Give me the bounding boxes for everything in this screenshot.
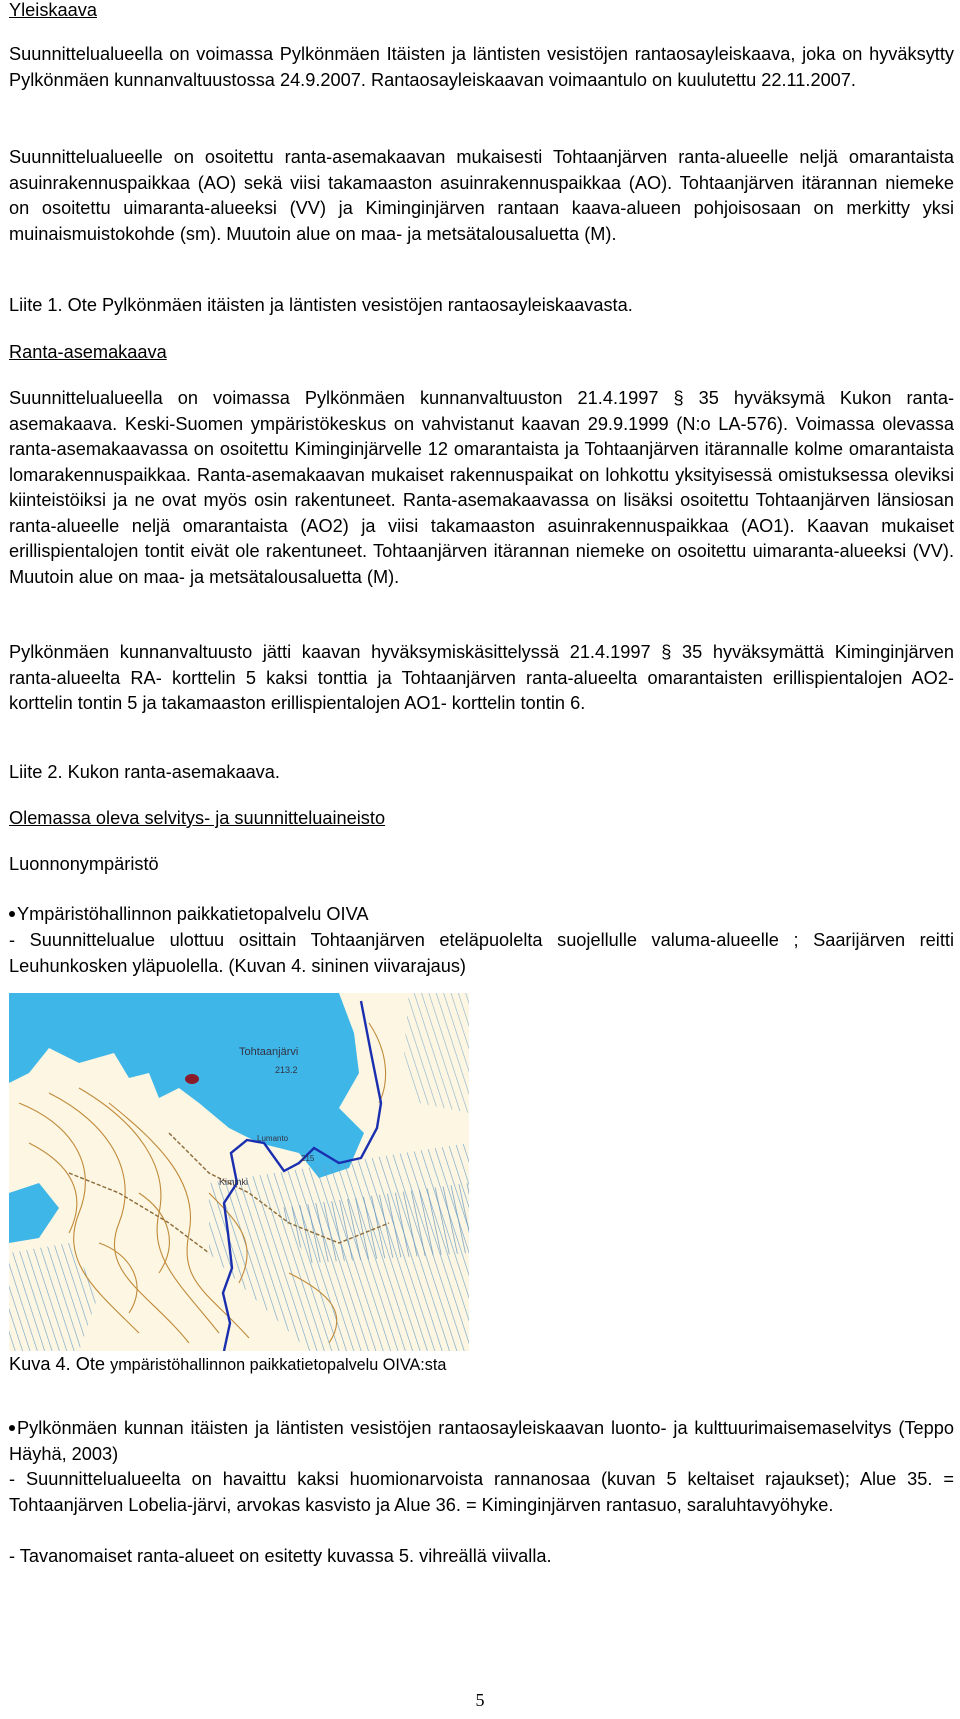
map-label-number: 215 bbox=[301, 1154, 315, 1163]
bullet-hayha bbox=[9, 1416, 954, 1467]
caption-prefix: Kuva 4. Ote bbox=[9, 1354, 111, 1374]
map-image-oiva bbox=[9, 993, 469, 1351]
paragraph-ranta-asemakaava-2: Pylkönmäen kunnanvaltuusto jätti kaavan hyväksymiskäsittelyssä 21.4.1997 § 35 hyväksymättä Kiminginjärven ranta-alueelta RA- korttelin 5 kaksi tonttia ja Tohtaanjärven ranta-alueelta omarantaisten erillispientalojen AO2- korttelin tontin 5 ja takamaaston erillispientalojen AO1- korttelin tontin 6. bbox=[9, 642, 954, 713]
liite-2: Liite 2. Kukon ranta-asemakaava. bbox=[9, 762, 280, 782]
page-number: 5 bbox=[475, 1690, 485, 1710]
bullet-hayha-title: Pylkönmäen kunnan itäisten ja läntisten vesistöjen rantaosayleiskaavan luonto- ja kulttuurimaisemaselvitys (Teppo Häyhä, 2003) bbox=[9, 1418, 954, 1464]
paragraph-hayha-2: - Tavanomaiset ranta-alueet on esitetty kuvassa 5. vihreällä viivalla. bbox=[9, 1546, 552, 1566]
caption-text: ympäristöhallinnon paikkatietopalvelu OIVA:sta bbox=[110, 1356, 447, 1374]
paragraph-oiva: - Suunnittelualue ulottuu osittain Tohtaanjärven eteläpuolelta suojellulle valuma-alueelle ; Saarijärven reitti Leuhunkosken yläpuolella. (Kuvan 4. sininen viivarajaus) bbox=[9, 930, 954, 976]
paragraph-ranta-asemakaava-1: Suunnittelualueella on voimassa Pylkönmäen kunnanvaltuuston 21.4.1997 § 35 hyväksymä Kukon ranta-asemakaava. Keski-Suomen ympäristökeskus on vahvistanut kaavan 29.9.1999 (N:o LA-576). Voimassa olevassa ranta-asemakaavassa on osoitettu Kiminginjärvelle 12 omarantaista ja Tohtaanjärven itärannalle kolme omarantaista lomarakennuspaikkaa. Ranta-asemakaavan mukaiset rakennuspaikat on lohkottu yksityisessä omistuksessa oleviksi kiinteistöiksi ja ne ovat myös osin rakentuneet. Ranta-asemakaavassa on lisäksi osoitettu Tohtaanjärven länsiosan ranta-alueelle neljä omarantaista (AO2) ja viisi takamaaston asuinrakennuspaikkaa (AO1). Kaavan mukaiset erillispientalojen tontit eivät ole rakentuneet. Tohtaanjärven itärannan niemeke on osoitettu uimaranta-alueeksi (VV). Muutoin alue on maa- ja metsätalousaluetta (M). bbox=[9, 388, 954, 587]
paragraph-yleiskaava-1: Suunnittelualueella on voimassa Pylkönmäen Itäisten ja läntisten vesistöjen rantaosayleiskaava, joka on hyväksytty Pylkönmäen kunnanvaltuustossa 24.9.2007. Rantaosayleiskaavan voimaantulo on kuulutettu 22.11.2007. bbox=[9, 44, 954, 90]
bullet-oiva bbox=[9, 902, 954, 928]
paragraph-hayha-1: - Suunnittelualueelta on havaittu kaksi huomionarvoista rannanosaa (kuvan 5 keltaiset rajaukset); Alue 35. = Tohtaanjärven Lobelia-järvi, arvokas kasvisto ja Alue 36. = Kiminginjärven rantasuo, saraluhtavyöhyke. bbox=[9, 1469, 954, 1515]
bullet-dot-icon bbox=[9, 911, 15, 917]
heading-luonnonymparisto: Luonnonympäristö bbox=[9, 854, 159, 874]
heading-olemassa-oleva: Olemassa oleva selvitys- ja suunnitteluaineisto bbox=[9, 808, 386, 828]
bullet-oiva-title: Ympäristöhallinnon paikkatietopalvelu OIVA bbox=[17, 904, 369, 924]
liite-1: Liite 1. Ote Pylkönmäen itäisten ja läntisten vesistöjen rantaosayleiskaavasta. bbox=[9, 295, 633, 315]
map-label-elevation: 213.2 bbox=[275, 1065, 298, 1075]
heading-ranta-asemakaava: Ranta-asemakaava bbox=[9, 342, 167, 362]
map-label-lumanto: Lumanto bbox=[257, 1134, 289, 1143]
figure-caption bbox=[9, 1352, 446, 1378]
site-marker bbox=[185, 1074, 199, 1084]
map-label-kiminki: Kiminki bbox=[219, 1177, 249, 1187]
bullet-dot-icon-2 bbox=[9, 1425, 15, 1431]
map-label-lake: Tohtaanjärvi bbox=[239, 1046, 299, 1058]
map-svg bbox=[9, 993, 469, 1351]
paragraph-yleiskaava-2: Suunnittelualueelle on osoitettu ranta-asemakaavan mukaisesti Tohtaanjärven ranta-alueelle neljä omarantaista asuinrakennuspaikkaa (AO) sekä viisi takamaaston asuinrakennuspaikkaa (AO). Tohtaanjärven itärannan niemeke on osoitettu uimaranta-alueeksi (VV) ja Kiminginjärven rantaan kaava-alueen pohjoisosaan on merkitty yksi muinaismuistokohde (sm). Muutoin alue on maa- ja metsätalousaluetta (M). bbox=[9, 147, 954, 244]
heading-yleiskaava: Yleiskaava bbox=[9, 0, 97, 20]
